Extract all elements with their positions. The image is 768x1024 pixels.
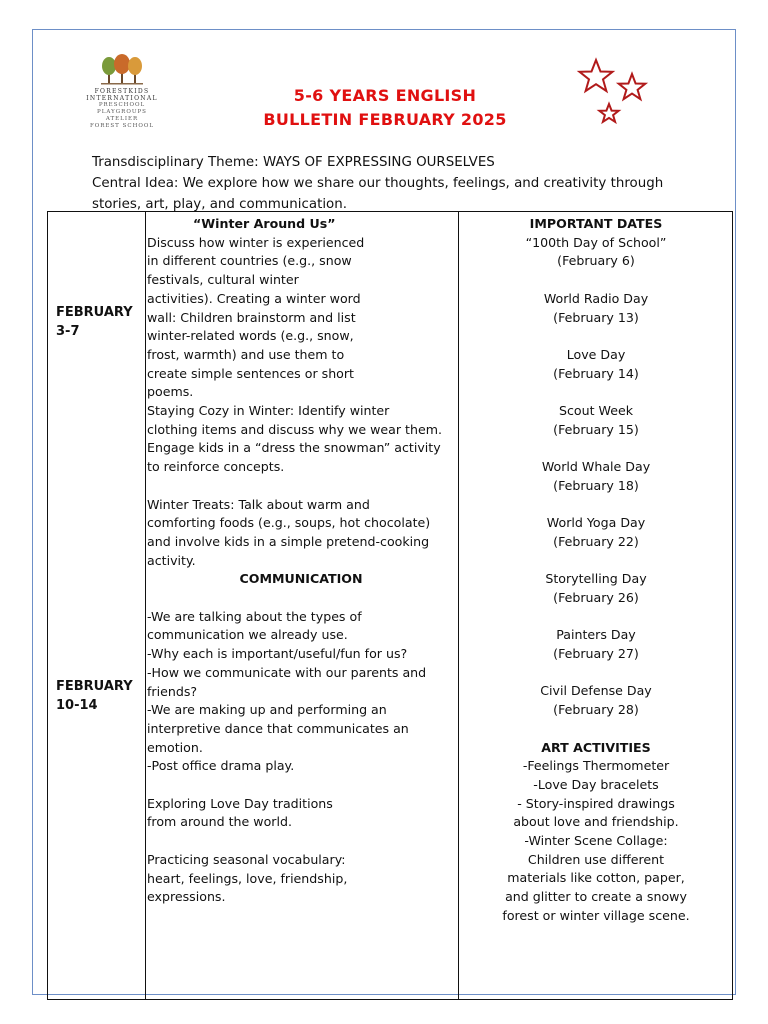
- text-line: World Whale Day: [541, 459, 651, 475]
- week-label: [56, 303, 133, 341]
- text-line: (February 27): [553, 646, 639, 662]
- text-line: Practicing seasonal vocabulary:: [147, 851, 346, 867]
- bulletin-title-line-2: BULLETIN FEBRUARY 2025: [263, 110, 507, 129]
- text-line: winter-related words (e.g., snow,: [147, 328, 354, 344]
- text-line: (February 13): [553, 309, 639, 325]
- text-line: frost, warmth) and use them to: [147, 346, 345, 362]
- text-line: - Story-inspired drawings: [517, 795, 675, 811]
- trees-icon: [99, 54, 145, 88]
- text-line: Painters Day: [556, 627, 636, 643]
- text-line: in different countries (e.g., snow: [147, 253, 352, 269]
- text-line: (February 18): [553, 477, 639, 493]
- text-line: create simple sentences or short: [147, 365, 354, 381]
- text-line: Children use different: [527, 851, 665, 867]
- week-label-month: FEBRUARY: [56, 305, 133, 320]
- text-line: Exploring Love Day traditions: [147, 795, 333, 811]
- star-icon: [599, 104, 618, 122]
- text-line: [147, 832, 455, 851]
- text-line: World Radio Day: [543, 290, 649, 306]
- text-line: -Feelings Thermometer: [522, 758, 670, 774]
- column-divider: [145, 212, 146, 999]
- week-label-days: 10-14: [56, 698, 98, 713]
- text-line: Civil Defense Day: [540, 683, 652, 699]
- text-line: Storytelling Day: [545, 571, 647, 587]
- text-line: festivals, cultural winter: [147, 272, 299, 288]
- text-line: Winter Treats: Talk about warm and: [147, 496, 370, 512]
- text-line: and glitter to create a snowy: [505, 889, 687, 905]
- text-line: “100th Day of School”: [525, 234, 667, 250]
- section-heading: IMPORTANT DATES: [529, 216, 663, 231]
- week-label: [56, 677, 133, 715]
- central-idea-line: stories, art, play, and communication.: [92, 197, 347, 212]
- bulletin-title-line-1: 5-6 YEARS ENGLISH: [293, 86, 477, 105]
- text-line: [460, 552, 732, 571]
- text-line: [147, 776, 455, 795]
- schedule-table: [47, 211, 733, 1000]
- logo-name-line: FORESTKIDS: [94, 88, 150, 95]
- logo-sub-line: PRESCHOOL: [98, 102, 146, 108]
- text-line: [460, 608, 732, 627]
- star-icon: [580, 60, 613, 91]
- text-line: forest or winter village scene.: [502, 907, 690, 923]
- school-logo: [78, 54, 166, 130]
- text-line: -Winter Scene Collage:: [524, 833, 668, 849]
- text-line: to reinforce concepts.: [147, 459, 285, 475]
- section-heading: ART ACTIVITIES: [541, 739, 651, 755]
- transdisciplinary-theme: Transdisciplinary Theme: WAYS OF EXPRESSING OURSELVES: [92, 155, 495, 170]
- logo-sub-line: PLAYGROUPS: [97, 109, 147, 115]
- text-line: Discuss how winter is experienced: [147, 234, 365, 250]
- text-line: communication we already use.: [147, 627, 348, 643]
- text-line: Scout Week: [558, 402, 634, 418]
- text-line: -We are talking about the types of: [147, 608, 362, 624]
- logo-sub-line: ATELIER: [105, 116, 139, 122]
- text-line: heart, feelings, love, friendship,: [147, 870, 348, 886]
- text-line: -Post office drama play.: [147, 758, 295, 774]
- text-line: [460, 664, 732, 683]
- text-line: about love and friendship.: [513, 814, 679, 830]
- text-line: -We are making up and performing an: [147, 702, 387, 718]
- text-line: [460, 327, 732, 346]
- text-line: interpretive dance that communicates an: [147, 720, 409, 736]
- text-line: poems.: [147, 384, 194, 400]
- text-line: emotion.: [147, 739, 203, 755]
- text-line: (February 28): [553, 702, 639, 718]
- text-line: [460, 720, 732, 739]
- text-line: (February 26): [553, 589, 639, 605]
- text-line: comforting foods (e.g., soups, hot chocolate): [147, 515, 431, 531]
- logo-sub-line: FOREST SCHOOL: [89, 123, 155, 129]
- text-line: [460, 439, 732, 458]
- text-line: [460, 495, 732, 514]
- text-line: -How we communicate with our parents and: [147, 664, 427, 680]
- text-line: from around the world.: [147, 814, 292, 830]
- text-line: Love Day: [566, 346, 626, 362]
- text-line: -Love Day bracelets: [533, 776, 659, 792]
- week-label-month: FEBRUARY: [56, 679, 133, 694]
- intro-section: [92, 152, 732, 215]
- text-line: [147, 477, 455, 496]
- text-line: [460, 271, 732, 290]
- week-label-days: 3-7: [56, 324, 80, 339]
- text-line: Engage kids in a “dress the snowman” activity: [147, 440, 441, 456]
- text-line: and involve kids in a simple pretend-cooking: [147, 533, 430, 549]
- text-line: Staying Cozy in Winter: Identify winter: [147, 403, 390, 419]
- weekly-activities-column: [147, 215, 455, 907]
- text-line: (February 14): [553, 365, 639, 381]
- section-heading: “Winter Around Us”: [193, 216, 336, 231]
- text-line: expressions.: [147, 889, 226, 905]
- important-dates-column: [460, 215, 732, 926]
- column-divider: [458, 212, 459, 999]
- stars-icon: [572, 56, 652, 130]
- text-line: wall: Children brainstorm and list: [147, 309, 356, 325]
- text-line: [460, 383, 732, 402]
- text-line: clothing items and discuss why we wear them.: [147, 421, 442, 437]
- text-line: [147, 589, 455, 608]
- central-idea-line: Central Idea: We explore how we share our thoughts, feelings, and creativity through: [92, 176, 664, 191]
- text-line: activity.: [147, 552, 196, 568]
- text-line: -Why each is important/useful/fun for us?: [147, 646, 408, 662]
- text-line: activities). Creating a winter word: [147, 290, 361, 306]
- section-heading: COMMUNICATION: [239, 571, 363, 587]
- star-icon: [619, 74, 646, 99]
- text-line: (February 22): [553, 533, 639, 549]
- text-line: (February 15): [553, 421, 639, 437]
- text-line: (February 6): [557, 253, 635, 269]
- logo-name-line: INTERNATIONAL: [86, 95, 158, 102]
- text-line: World Yoga Day: [546, 515, 646, 531]
- text-line: materials like cotton, paper,: [507, 870, 685, 886]
- text-line: friends?: [147, 683, 198, 699]
